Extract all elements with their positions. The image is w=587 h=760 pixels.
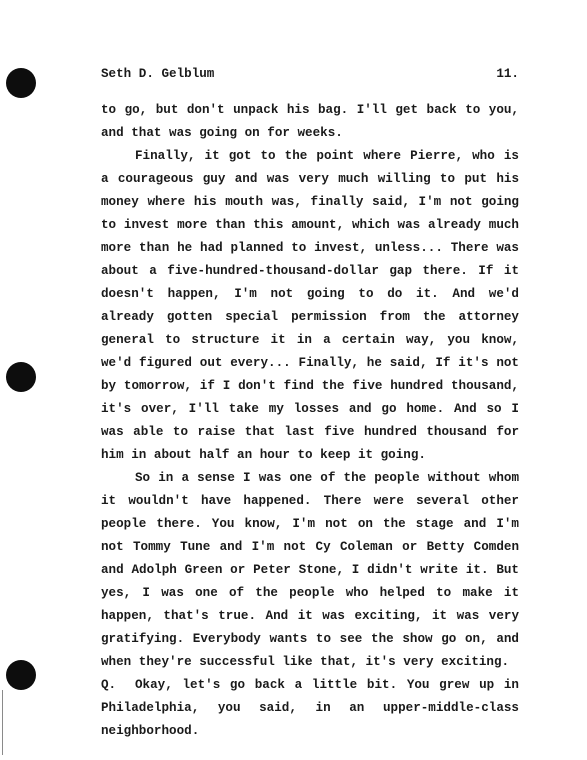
page-number: 11.: [496, 67, 519, 81]
punch-hole-top: [6, 68, 36, 98]
paragraph-continuation: to go, but don't unpack his bag. I'll get back to you, and that was going on for weeks.: [101, 103, 519, 140]
punch-hole-middle: [6, 362, 36, 392]
transcript-body: [101, 99, 519, 743]
scan-edge-line: [2, 690, 3, 755]
interviewee-name: Seth D. Gelblum: [101, 67, 215, 81]
punch-hole-bottom: [6, 660, 36, 690]
question-paragraph: [101, 674, 519, 743]
question-text: Okay, let's go back a little bit. You grew up in Philadelphia, you said, in an upper-middle-class neighborhood.: [101, 678, 519, 738]
page-header: [101, 66, 519, 82]
question-label: Q.: [101, 678, 117, 692]
paragraph-finally: Finally, it got to the point where Pierre, who is a courageous guy and was very much willing to put his money where his mouth was, finally said, I'm not going to invest more than this amount, which was already much more than he had planned to invest, unless... There was about a five-hundred-thousand-dollar gap there. If it doesn't happen, I'm not going to do it. And we'd already gotten special permission from the attorney general to structure it in a certain way, you know, we'd figured out every... Finally, he said, If it's not by tomorrow, if I don't find the five hundred thousand, it's over, I'll take my losses and go home. And so I was able to raise that last five hundred thousand for him in about half an hour to keep it going.: [101, 149, 519, 462]
paragraph-so-in-a-sense: So in a sense I was one of the people without whom it wouldn't have happened. There were several other people there. You know, I'm not on the stage and I'm not Tommy Tune and I'm not Cy Coleman or Betty Comden and Adolph Green or Peter Stone, I didn't write it. But yes, I was one of the people who helped to make it happen, that's true. And it was exciting, it was very gratifying. Everybody wants to see the show go on, and when they're successful like that, it's very exciting.: [101, 471, 519, 669]
